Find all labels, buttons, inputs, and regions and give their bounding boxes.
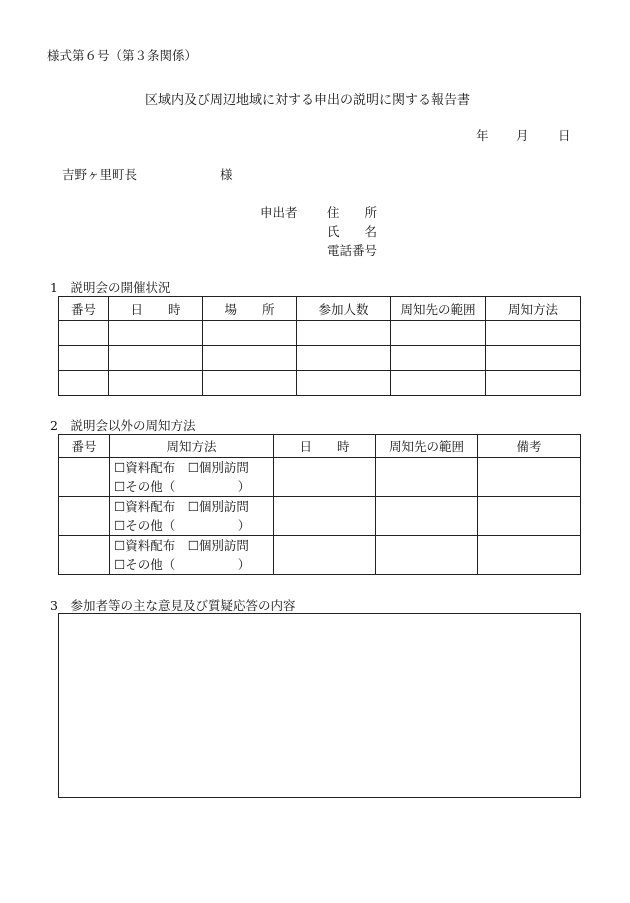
input-cell[interactable] <box>203 346 297 371</box>
table-row <box>59 458 581 497</box>
option-distribution-visit[interactable]: ☐資料配布 ☐個別訪問 <box>114 499 249 514</box>
input-cell[interactable] <box>59 497 110 536</box>
header-datetime: 日 時 <box>109 297 203 321</box>
option-distribution-visit[interactable]: ☐資料配布 ☐個別訪問 <box>114 538 249 553</box>
input-cell[interactable] <box>59 458 110 497</box>
header-number: 番号 <box>59 435 110 458</box>
header-datetime: 日 時 <box>274 435 376 458</box>
option-other[interactable]: ☐その他（ ） <box>114 518 251 533</box>
input-cell[interactable] <box>486 346 581 371</box>
header-notice-method: 周知方法 <box>486 297 581 321</box>
notice-method-options <box>110 458 274 497</box>
input-cell[interactable] <box>391 321 486 346</box>
header-notice-scope: 周知先の範囲 <box>391 297 486 321</box>
table-header-row <box>59 435 581 458</box>
section2-heading: 2 説明会以外の周知方法 <box>50 418 196 433</box>
date-year-label: 年 <box>476 128 489 143</box>
input-cell[interactable] <box>478 458 581 497</box>
notice-method-options <box>110 497 274 536</box>
input-cell[interactable] <box>297 321 391 346</box>
date-day-label: 日 <box>558 128 571 143</box>
input-cell[interactable] <box>274 458 376 497</box>
table-row <box>59 321 581 346</box>
option-distribution-visit[interactable]: ☐資料配布 ☐個別訪問 <box>114 460 249 475</box>
input-cell[interactable] <box>109 346 203 371</box>
meeting-status-table <box>58 296 581 396</box>
input-cell[interactable] <box>59 371 109 396</box>
header-number: 番号 <box>59 297 109 321</box>
applicant-name-label: 氏 名 <box>327 224 378 239</box>
header-remarks: 備考 <box>478 435 581 458</box>
input-cell[interactable] <box>203 321 297 346</box>
input-cell[interactable] <box>486 371 581 396</box>
input-cell[interactable] <box>391 346 486 371</box>
input-cell[interactable] <box>59 536 110 575</box>
applicant-label: 申出者 <box>260 205 298 220</box>
header-attendees: 参加人数 <box>297 297 391 321</box>
option-other[interactable]: ☐その他（ ） <box>114 479 251 494</box>
other-notice-table <box>58 434 581 575</box>
input-cell[interactable] <box>274 536 376 575</box>
table-row <box>59 536 581 575</box>
table-header-row <box>59 297 581 321</box>
table-row <box>59 371 581 396</box>
header-place: 場 所 <box>203 297 297 321</box>
input-cell[interactable] <box>109 321 203 346</box>
input-cell[interactable] <box>203 371 297 396</box>
input-cell[interactable] <box>391 371 486 396</box>
addressee-honorific: 様 <box>220 167 233 182</box>
input-cell[interactable] <box>478 497 581 536</box>
option-other[interactable]: ☐その他（ ） <box>114 557 251 572</box>
addressee-name: 吉野ヶ里町長 <box>62 167 138 182</box>
section3-heading: 3 参加者等の主な意見及び質疑応答の内容 <box>50 598 296 613</box>
input-cell[interactable] <box>109 371 203 396</box>
table-row <box>59 497 581 536</box>
table-row <box>59 346 581 371</box>
opinions-qa-box[interactable] <box>58 613 581 798</box>
input-cell[interactable] <box>376 458 478 497</box>
notice-method-options <box>110 536 274 575</box>
date-month-label: 月 <box>516 128 529 143</box>
input-cell[interactable] <box>59 321 109 346</box>
input-cell[interactable] <box>297 346 391 371</box>
form-number: 様式第６号（第３条関係） <box>47 48 198 63</box>
section1-heading: 1 説明会の開催状況 <box>50 280 171 295</box>
header-notice-method: 周知方法 <box>110 435 274 458</box>
input-cell[interactable] <box>297 371 391 396</box>
applicant-address-label: 住 所 <box>327 205 378 220</box>
input-cell[interactable] <box>486 321 581 346</box>
header-notice-scope: 周知先の範囲 <box>376 435 478 458</box>
document-title: 区域内及び周辺地域に対する申出の説明に関する報告書 <box>145 93 471 108</box>
input-cell[interactable] <box>376 536 478 575</box>
input-cell[interactable] <box>59 346 109 371</box>
input-cell[interactable] <box>274 497 376 536</box>
input-cell[interactable] <box>376 497 478 536</box>
input-cell[interactable] <box>478 536 581 575</box>
applicant-phone-label: 電話番号 <box>327 243 378 258</box>
